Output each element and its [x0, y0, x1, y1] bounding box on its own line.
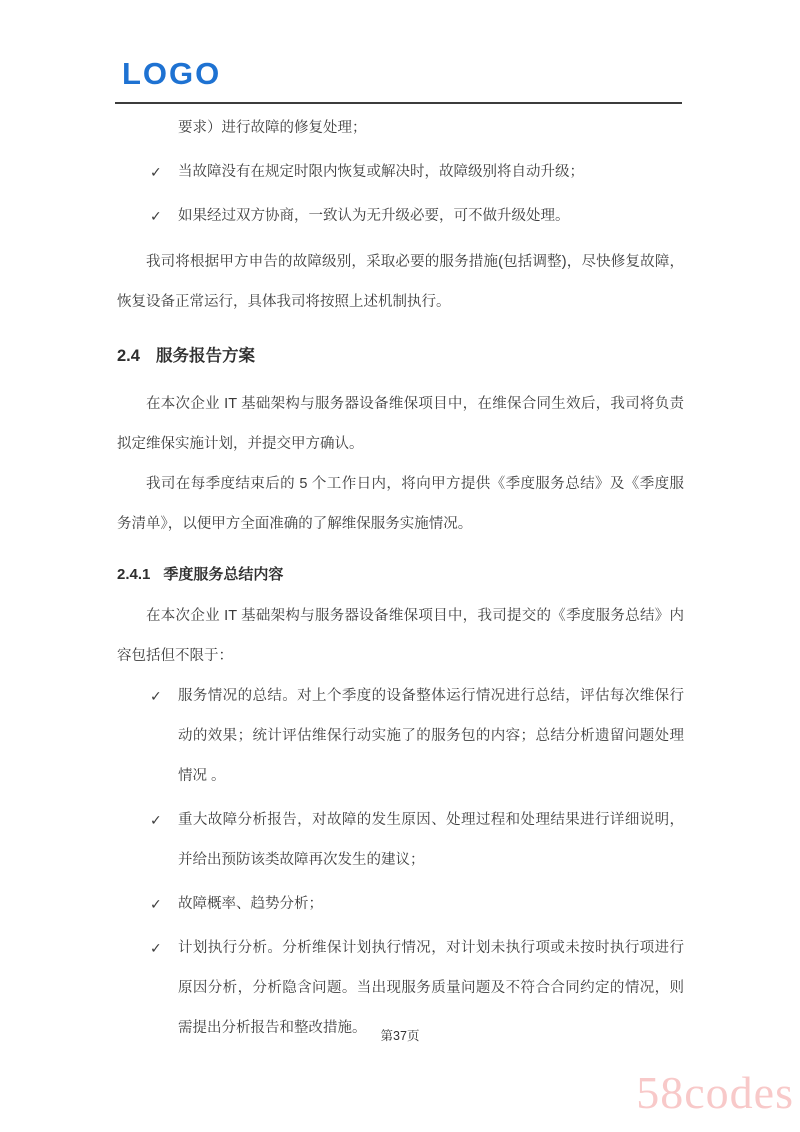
list-item-text: 如果经过双方协商，一致认为无升级必要，可不做升级处理。 [178, 208, 570, 224]
checkmark-icon: ✓ [150, 688, 162, 704]
quarterly-summary-bullet-list [117, 676, 684, 1048]
checkmark-icon: ✓ [150, 812, 162, 828]
section-number: 2.4.1 [117, 566, 151, 583]
paragraph: 我司将根据甲方申告的故障级别，采取必要的服务措施(包括调整)，尽快修复故障，恢复设备正常运行，具体我司将按照上述机制执行。 [117, 254, 684, 310]
list-item-text: 服务情况的总结。对上个季度的设备整体运行情况进行总结，评估每次维保行动的效果；统计评估维保行动实施了的服务包的内容；总结分析遗留问题处理情况 。 [178, 688, 684, 784]
list-item [117, 884, 684, 924]
section-number: 2.4 [117, 347, 140, 365]
list-item [117, 152, 684, 192]
section-heading-2-4 [117, 344, 684, 368]
section-title: 季度服务总结内容 [163, 566, 284, 583]
document-body [117, 106, 684, 1052]
fault-upgrade-bullet-list [117, 152, 684, 236]
paragraph: 我司在每季度结束后的 5 个工作日内，将向甲方提供《季度服务总结》及《季度服务清单》，以便甲方全面准确的了解维保服务实施情况。 [117, 476, 684, 532]
company-logo: LOGO [122, 56, 222, 91]
header-divider [115, 102, 682, 104]
bullet-continuation-line: 要求）进行故障的修复处理； [178, 120, 367, 136]
list-item-text: 故障概率、趋势分析； [178, 896, 323, 912]
list-item [117, 196, 684, 236]
list-item-text: 计划执行分析。分析维保计划执行情况，对计划未执行项或未按时执行项进行原因分析，分析隐含问题。当出现服务质量问题及不符合合同约定的情况，则需提出分析报告和整改措施。 [178, 940, 684, 1036]
watermark: 58codes [636, 1067, 794, 1118]
page-number: 第37页 [380, 1029, 420, 1043]
list-item [117, 676, 684, 796]
list-item-text: 重大故障分析报告，对故障的发生原因、处理过程和处理结果进行详细说明，并给出预防该类故障再次发生的建议； [178, 812, 684, 868]
list-item [117, 800, 684, 880]
checkmark-icon: ✓ [150, 164, 162, 180]
checkmark-icon: ✓ [150, 940, 162, 956]
paragraph: 在本次企业 IT 基础架构与服务器设备维保项目中，在维保合同生效后，我司将负责拟定维保实施计划，并提交甲方确认。 [117, 396, 684, 452]
paragraph: 在本次企业 IT 基础架构与服务器设备维保项目中，我司提交的《季度服务总结》内容包括但不限于： [117, 608, 684, 664]
checkmark-icon: ✓ [150, 208, 162, 224]
section-heading-2-4-1 [117, 564, 684, 586]
checkmark-icon: ✓ [150, 896, 162, 912]
list-item-text: 当故障没有在规定时限内恢复或解决时，故障级别将自动升级； [178, 164, 584, 180]
section-title: 服务报告方案 [155, 347, 255, 365]
